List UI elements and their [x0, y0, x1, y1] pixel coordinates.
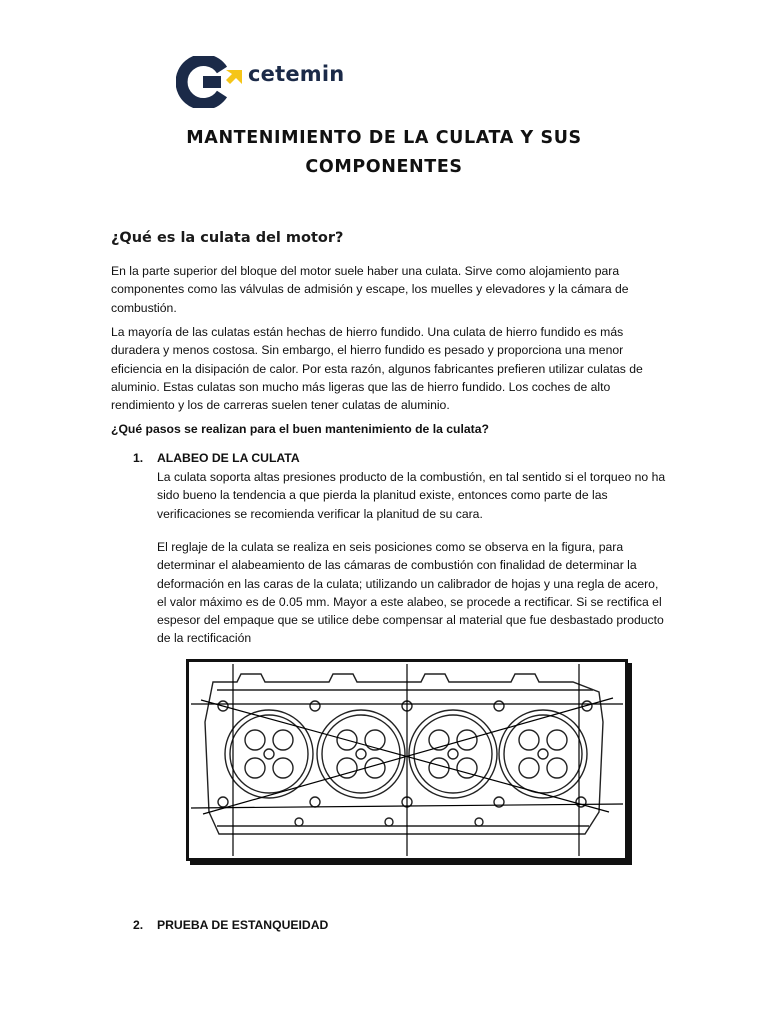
cylinder-head-diagram-icon [189, 662, 625, 858]
list-item-text: La culata soporta altas presiones producto de la combustión, en tal sentido si el torqueo no ha sido bueno la tendencia a que pierda la planitud existe, entonces como parte de las verificaciones se recomienda verificar la planitud de su cara. [157, 470, 666, 521]
logo-wordmark: cetemin [248, 62, 345, 86]
section-heading: ¿Qué es la culata del motor? [111, 230, 344, 246]
cetemin-logo-icon [176, 56, 246, 108]
paragraph-materials: La mayoría de las culatas están hechas de hierro fundido. Una culata de hierro fundido es más duradera y menos costosa. Sin embargo, el hierro fundido es pesado y proporciona una menor eficiencia en la disipación de calor. Por esta razón, algunos fabricantes prefieren utilizar culatas de aluminio. Estas culatas son mucho más ligeras que las de hierro fundido. Los coches de alto rendimiento y los de carreras suelen tener culatas de aluminio. [111, 325, 643, 413]
list-item-text: El reglaje de la culata se realiza en seis posiciones como se observa en la figura, para determinar el alabeamiento de las cámaras de combustión con finalidad de determinar la deformación en las caras de la culata; utilizando un calibrador de hojas y una regla de acero, el valor máximo es de 0.05 mm. Mayor a este alabeo, se procede a rectificar. Si se rectifica el espesor del empaque que se utilice debe compensar al material que fue desbastado producto de la rectificación [157, 540, 664, 646]
list-item-heading: ALABEO DE LA CULATA [157, 451, 300, 465]
cylinder-head-figure [186, 659, 628, 861]
maintenance-question: ¿Qué pasos se realizan para el buen mantenimiento de la culata? [111, 422, 489, 436]
list-item-heading: PRUEBA DE ESTANQUEIDAD [157, 918, 329, 932]
document-title: MANTENIMIENTO DE LA CULATA Y SUS COMPONENTES [186, 128, 582, 177]
list-item-number: 1. [133, 451, 144, 465]
cetemin-logo [176, 56, 356, 108]
list-item-number: 2. [133, 918, 144, 932]
paragraph-intro: En la parte superior del bloque del motor suele haber una culata. Sirve como alojamiento para componentes como las válvulas de admisión y escape, los muelles y elevadores y la cámara de combustión. [111, 264, 629, 315]
